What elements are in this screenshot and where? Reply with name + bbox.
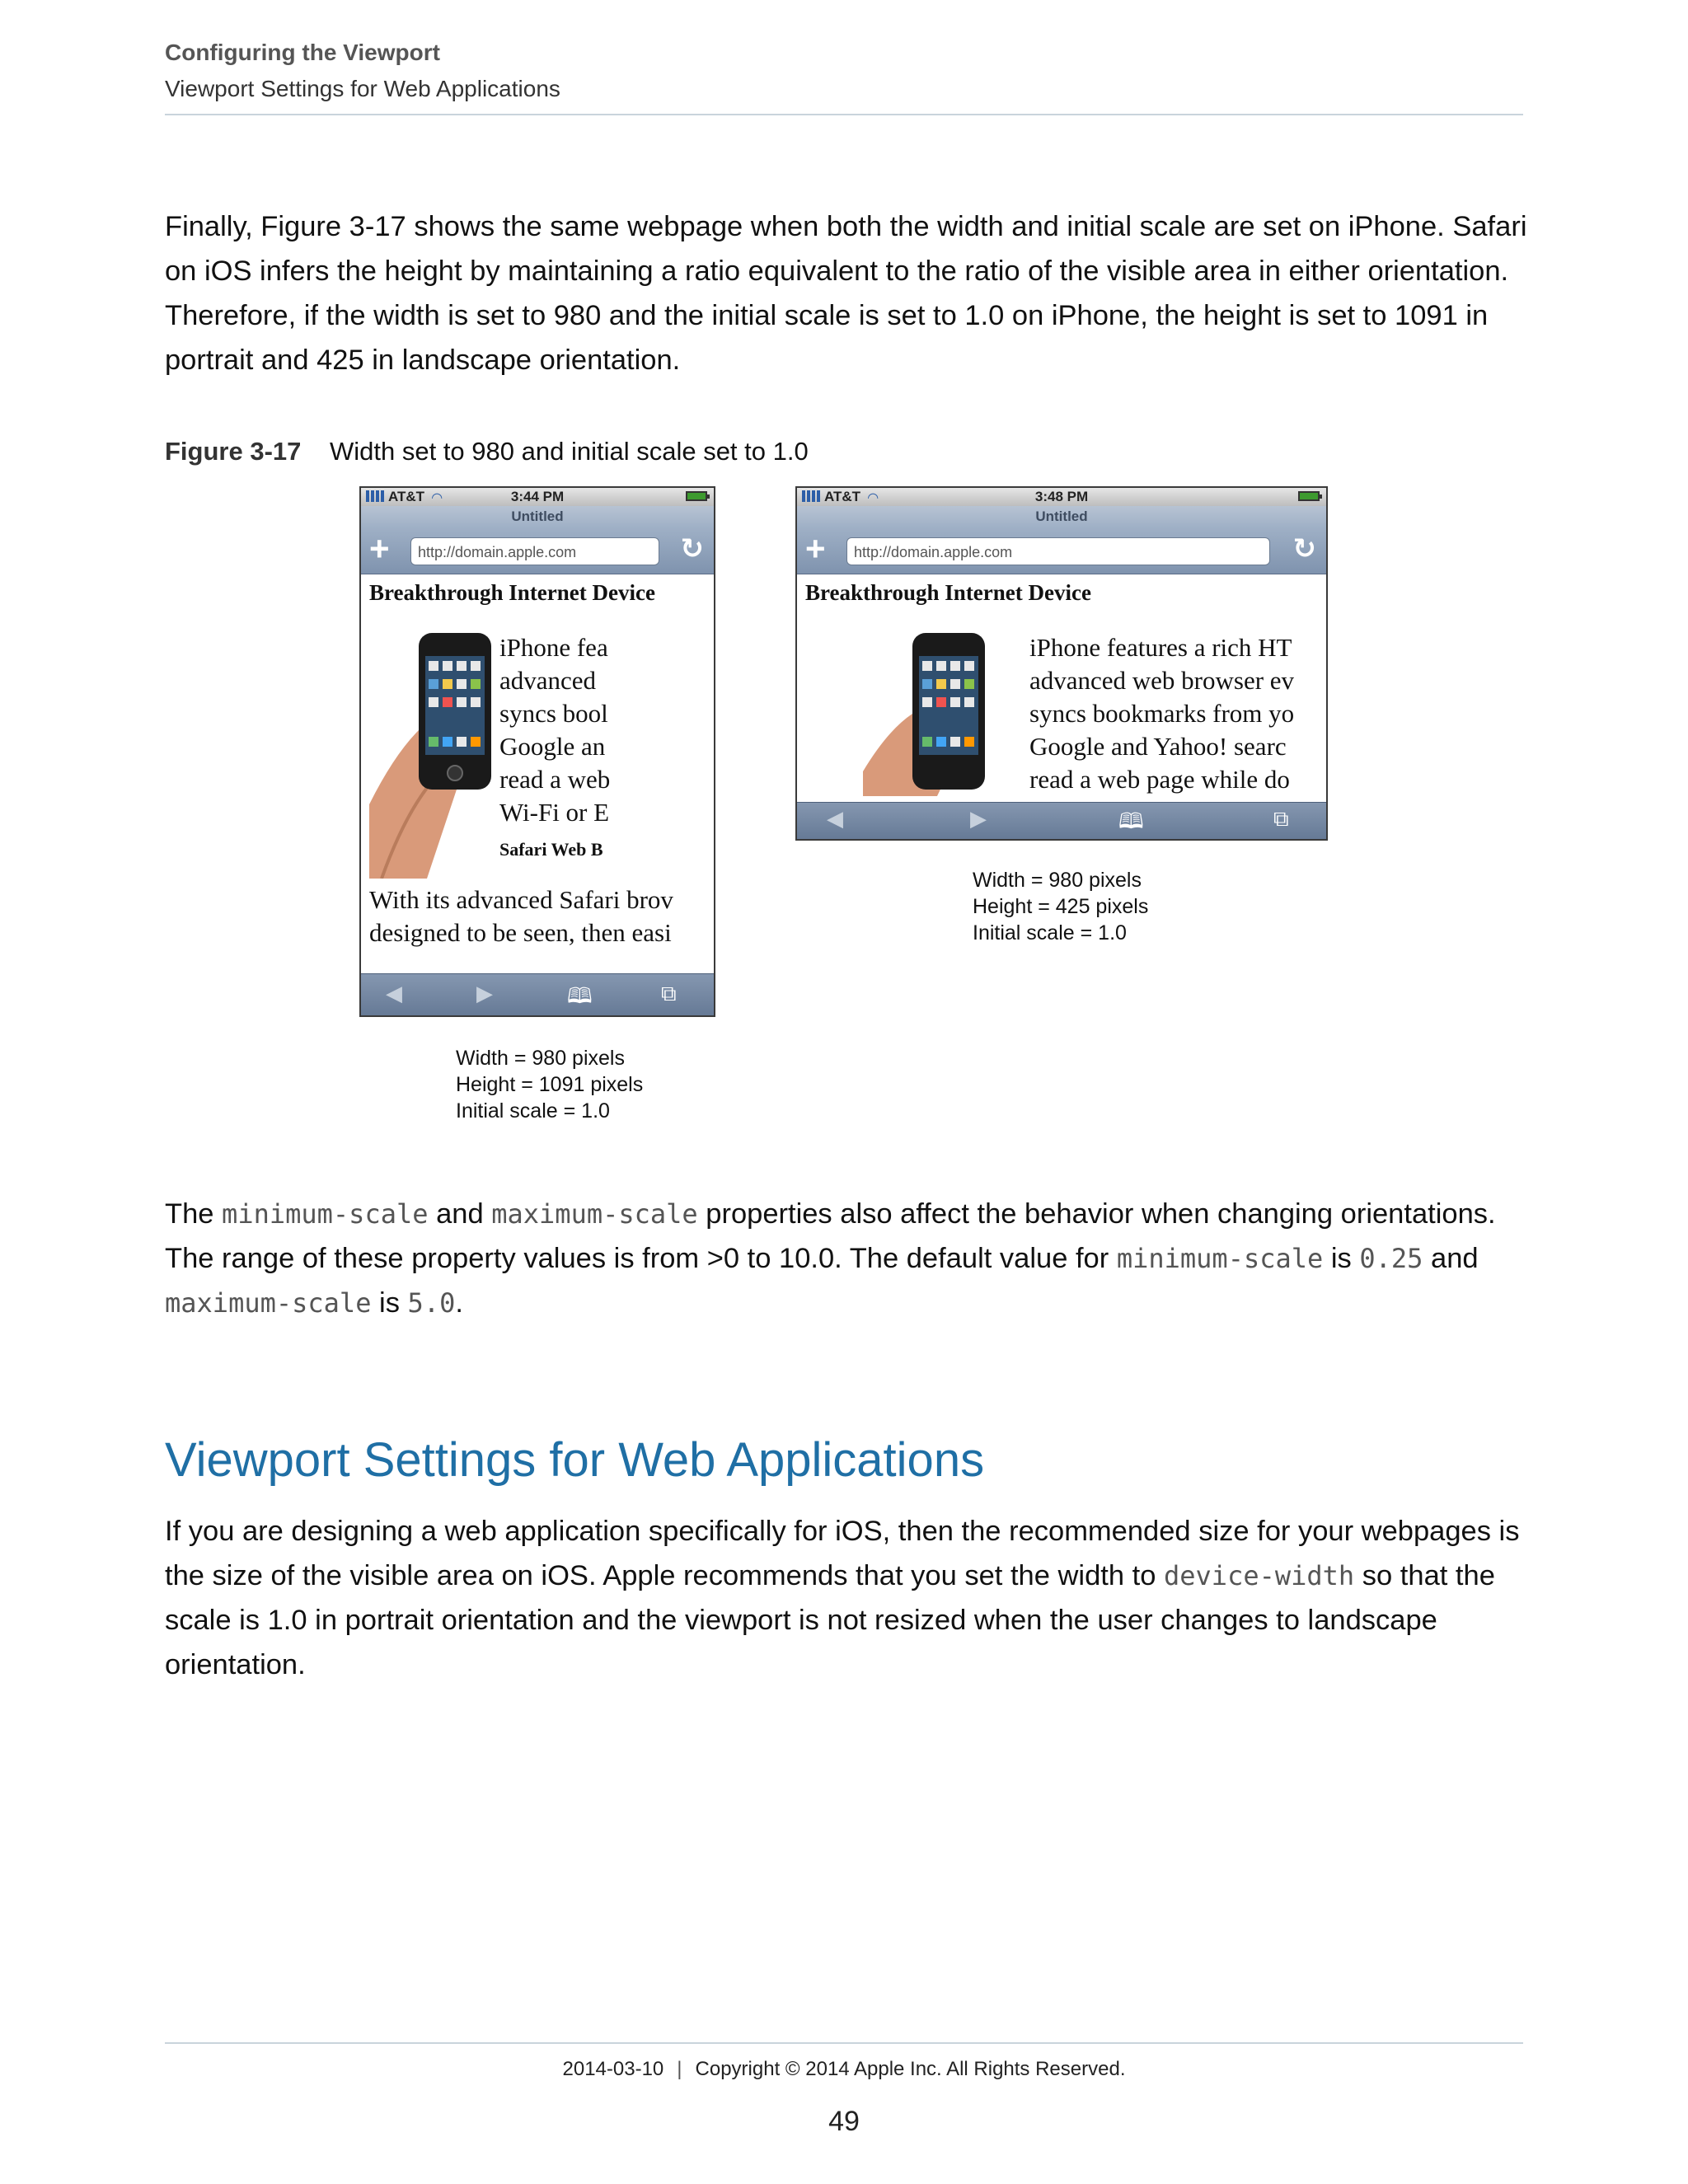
running-header-section: Viewport Settings for Web Applications	[165, 76, 560, 101]
landscape-screenshot	[795, 486, 1328, 841]
figure-label: Figure 3-17	[165, 437, 302, 466]
portrait-dimensions: Width = 980 pixels Height = 1091 pixels Initial scale = 1.0	[456, 1047, 644, 1122]
reload-icon: ↻	[1292, 533, 1316, 565]
footer-copyright: Copyright © 2014 Apple Inc. All Rights Reserved.	[695, 2058, 1126, 2080]
running-header-chapter: Configuring the Viewport	[165, 40, 440, 65]
back-icon: ◀	[827, 806, 843, 831]
wifi-icon: ◠	[868, 491, 879, 505]
bookmarks-icon: 🕮	[1118, 808, 1144, 833]
footer-divider	[165, 2042, 1523, 2044]
pages-icon: ⧉	[661, 981, 677, 1005]
url-field: http://domain.apple.com	[846, 537, 1270, 565]
status-bar	[361, 488, 714, 506]
code-maximum-scale: maximum-scale	[491, 1198, 698, 1230]
page-title-bar: Untitled	[361, 506, 714, 527]
webapp-paragraph: If you are designing a web application specifically for iOS, then the recommended size for your webpages is the size of the visible area on iOS. Apple recommends that you set the width to device-width so that the scale is 1.0 in portrait orientation and the viewport is not resized when the user changes to landscape orientation.	[165, 1516, 1520, 1680]
page-number: 49	[828, 2106, 860, 2137]
web-page-heading: Breakthrough Internet Device	[369, 580, 655, 605]
url-bar	[361, 527, 714, 574]
landscape-dimensions: Width = 980 pixels Height = 425 pixels Initial scale = 1.0	[973, 869, 1149, 944]
web-page-heading: Breakthrough Internet Device	[805, 580, 1091, 605]
web-subheading: Safari Web B	[499, 839, 603, 860]
carrier-label: AT&T	[366, 489, 424, 505]
code-device-width: device-width	[1164, 1560, 1355, 1591]
code-default-max: 5.0	[407, 1287, 456, 1319]
iphone-hand-image	[369, 631, 493, 879]
footer-text	[0, 2058, 1688, 2081]
pages-icon: ⧉	[1273, 806, 1289, 831]
portrait-screenshot	[359, 486, 715, 1017]
battery-icon	[686, 491, 707, 501]
browser-toolbar	[797, 802, 1326, 839]
add-bookmark-icon: +	[369, 529, 390, 568]
forward-icon: ▶	[970, 806, 987, 831]
add-bookmark-icon: +	[805, 529, 826, 568]
section-heading: Viewport Settings for Web Applications	[165, 1433, 985, 1487]
footer-separator: |	[677, 2058, 682, 2080]
code-maximum-scale: maximum-scale	[165, 1287, 372, 1319]
browser-toolbar	[361, 973, 714, 1015]
battery-icon	[1298, 491, 1320, 501]
wifi-icon: ◠	[432, 491, 443, 505]
bookmarks-icon: 🕮	[567, 983, 593, 1008]
code-minimum-scale: minimum-scale	[222, 1198, 429, 1230]
page-title-bar: Untitled	[797, 506, 1326, 527]
figure-caption: Width set to 980 and initial scale set to 1.0	[330, 437, 809, 466]
body-text-lines: iPhone features a rich HT advanced web browser ev syncs bookmarks from yo Google and Yahoo! searc read a web page while do	[1029, 633, 1295, 794]
code-default-min: 0.25	[1359, 1243, 1423, 1274]
body-text-lines: iPhone fea advanced syncs bool Google an read a web Wi-Fi or E	[499, 633, 611, 827]
footer-date: 2014-03-10	[562, 2058, 664, 2080]
url-field: http://domain.apple.com	[410, 537, 659, 565]
bottom-text-lines: With its advanced Safari brov designed to be seen, then easi	[369, 885, 673, 947]
status-bar	[797, 488, 1326, 506]
carrier-label: AT&T	[802, 489, 860, 505]
code-minimum-scale: minimum-scale	[1116, 1243, 1324, 1274]
forward-icon: ▶	[476, 981, 493, 1005]
header-divider	[165, 114, 1523, 115]
reload-icon: ↻	[680, 533, 704, 565]
iphone-hand-image	[863, 631, 987, 796]
status-time: 3:44 PM	[510, 489, 565, 504]
back-icon: ◀	[386, 981, 402, 1005]
status-time: 3:48 PM	[1034, 489, 1089, 504]
intro-paragraph: Finally, Figure 3-17 shows the same webpage when both the width and initial scale are set on iPhone. Safari on iOS infers the height by maintaining a ratio equivalent to the ratio of the visible area in either orientation. Therefore, if the width is set to 980 and the initial scale is set to 1.0 on iPhone, the height is set to 1091 in portrait and 425 in landscape orientation.	[165, 211, 1527, 376]
url-bar	[797, 527, 1326, 574]
scale-paragraph: The minimum-scale and maximum-scale properties also affect the behavior when changing orientations. The range of these property values is from >0 to 10.0. The default value for minimum-scale is 0.25 and maximum-scale is 5.0.	[165, 1198, 1496, 1319]
